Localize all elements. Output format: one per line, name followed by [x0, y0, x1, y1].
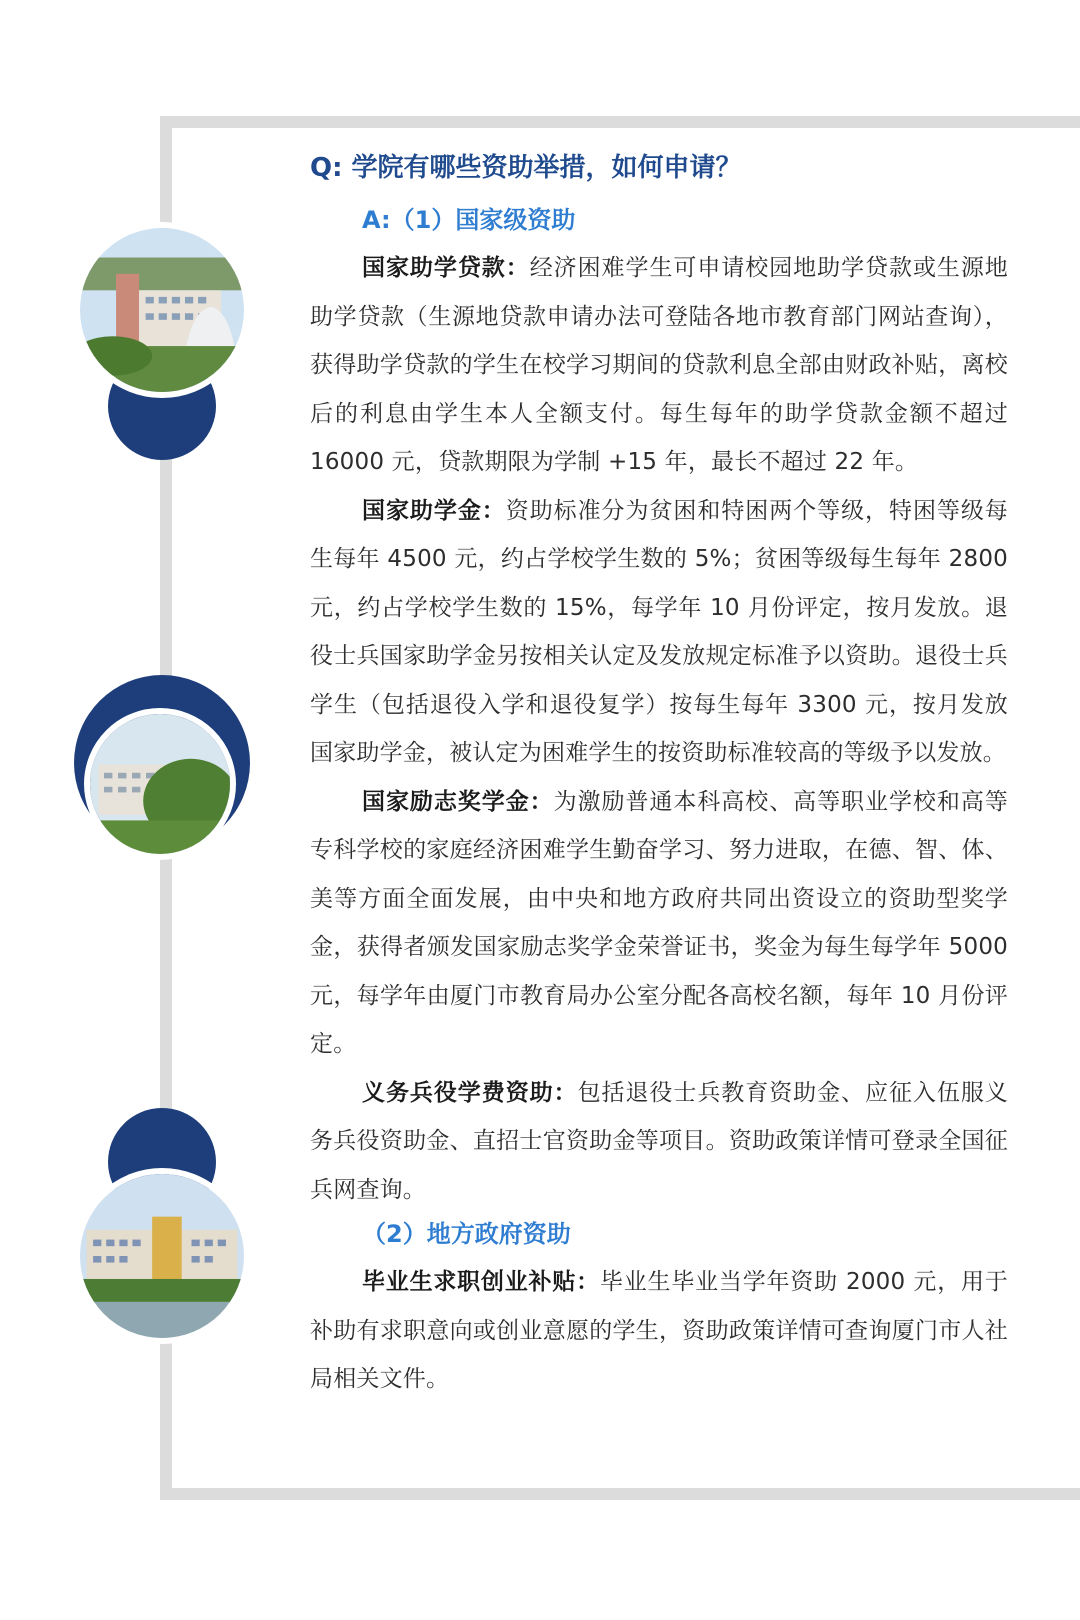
campus-photo-3	[74, 1168, 250, 1344]
item-text: 资助标准分为贫困和特困两个等级，特困等级每生每年 4500 元，约占学校学生数的 5%；贫困等级每生每年 2800 元，约占学校学生数的 15%，每学年 10 月份评定，按月发放。退役士兵国家助学金另按相关认定及发放规定标准予以资助。退役士兵学生（包括退役入学和退役复学）按每生每年 3300 元，按月发放国家助学金，被认定为困难学生的按资助标准较高的等级予以发放。	[310, 497, 1009, 766]
question-title: Q: 学院有哪些资助举措，如何申请？	[310, 153, 742, 183]
item-term: 毕业生求职创业补贴：	[362, 1269, 600, 1295]
item-text: 经济困难学生可申请校园地助学贷款或生源地助学贷款（生源地贷款申请办法可登陆各地市教育部门网站查询），获得助学贷款的学生在校学习期间的贷款利息全部由财政补贴，离校后的利息由学生本人全额支付。每生每年的助学贷款金额不超过 16000 元，贷款期限为学制 +15 年，最长不超过 22 年。	[310, 255, 1009, 475]
item-national-grant	[310, 487, 1008, 778]
item-term: 国家助学贷款：	[362, 255, 530, 281]
item-term: 国家励志奖学金：	[362, 788, 554, 815]
campus-photo-1	[74, 222, 250, 398]
qa-content	[310, 150, 1008, 1404]
section-heading-national: A:（1）国家级资助	[362, 206, 576, 234]
item-military-tuition	[310, 1069, 1008, 1215]
item-term: 义务兵役学费资助：	[362, 1079, 578, 1106]
item-national-loan	[310, 244, 1008, 487]
item-national-scholarship	[310, 778, 1008, 1069]
item-graduate-subsidy	[310, 1258, 1008, 1404]
item-text: 包括退役士兵教育资助金、应征入伍服义务兵役资助金、直招士官资助金等项目。资助政策详情可登录全国征兵网查询。	[310, 1079, 1008, 1203]
campus-photo-2	[84, 708, 236, 860]
item-term: 国家助学金：	[362, 497, 506, 524]
section-heading-local: （2）地方政府资助	[362, 1220, 571, 1248]
item-text: 为激励普通本科高校、高等职业学校和高等专科学校的家庭经济困难学生勤奋学习、努力进取，在德、智、体、美等方面全面发展，由中央和地方政府共同出资设立的资助型奖学金，获得者颁发国家励志奖学金荣誉证书，奖金为每生每学年 5000 元，每学年由厦门市教育局办公室分配各高校名额，每年 10 月份评定。	[310, 788, 1008, 1057]
item-text: 毕业生毕业当学年资助 2000 元，用于补助有求职意向或创业意愿的学生，资助政策详情可查询厦门市人社局相关文件。	[310, 1269, 1008, 1392]
